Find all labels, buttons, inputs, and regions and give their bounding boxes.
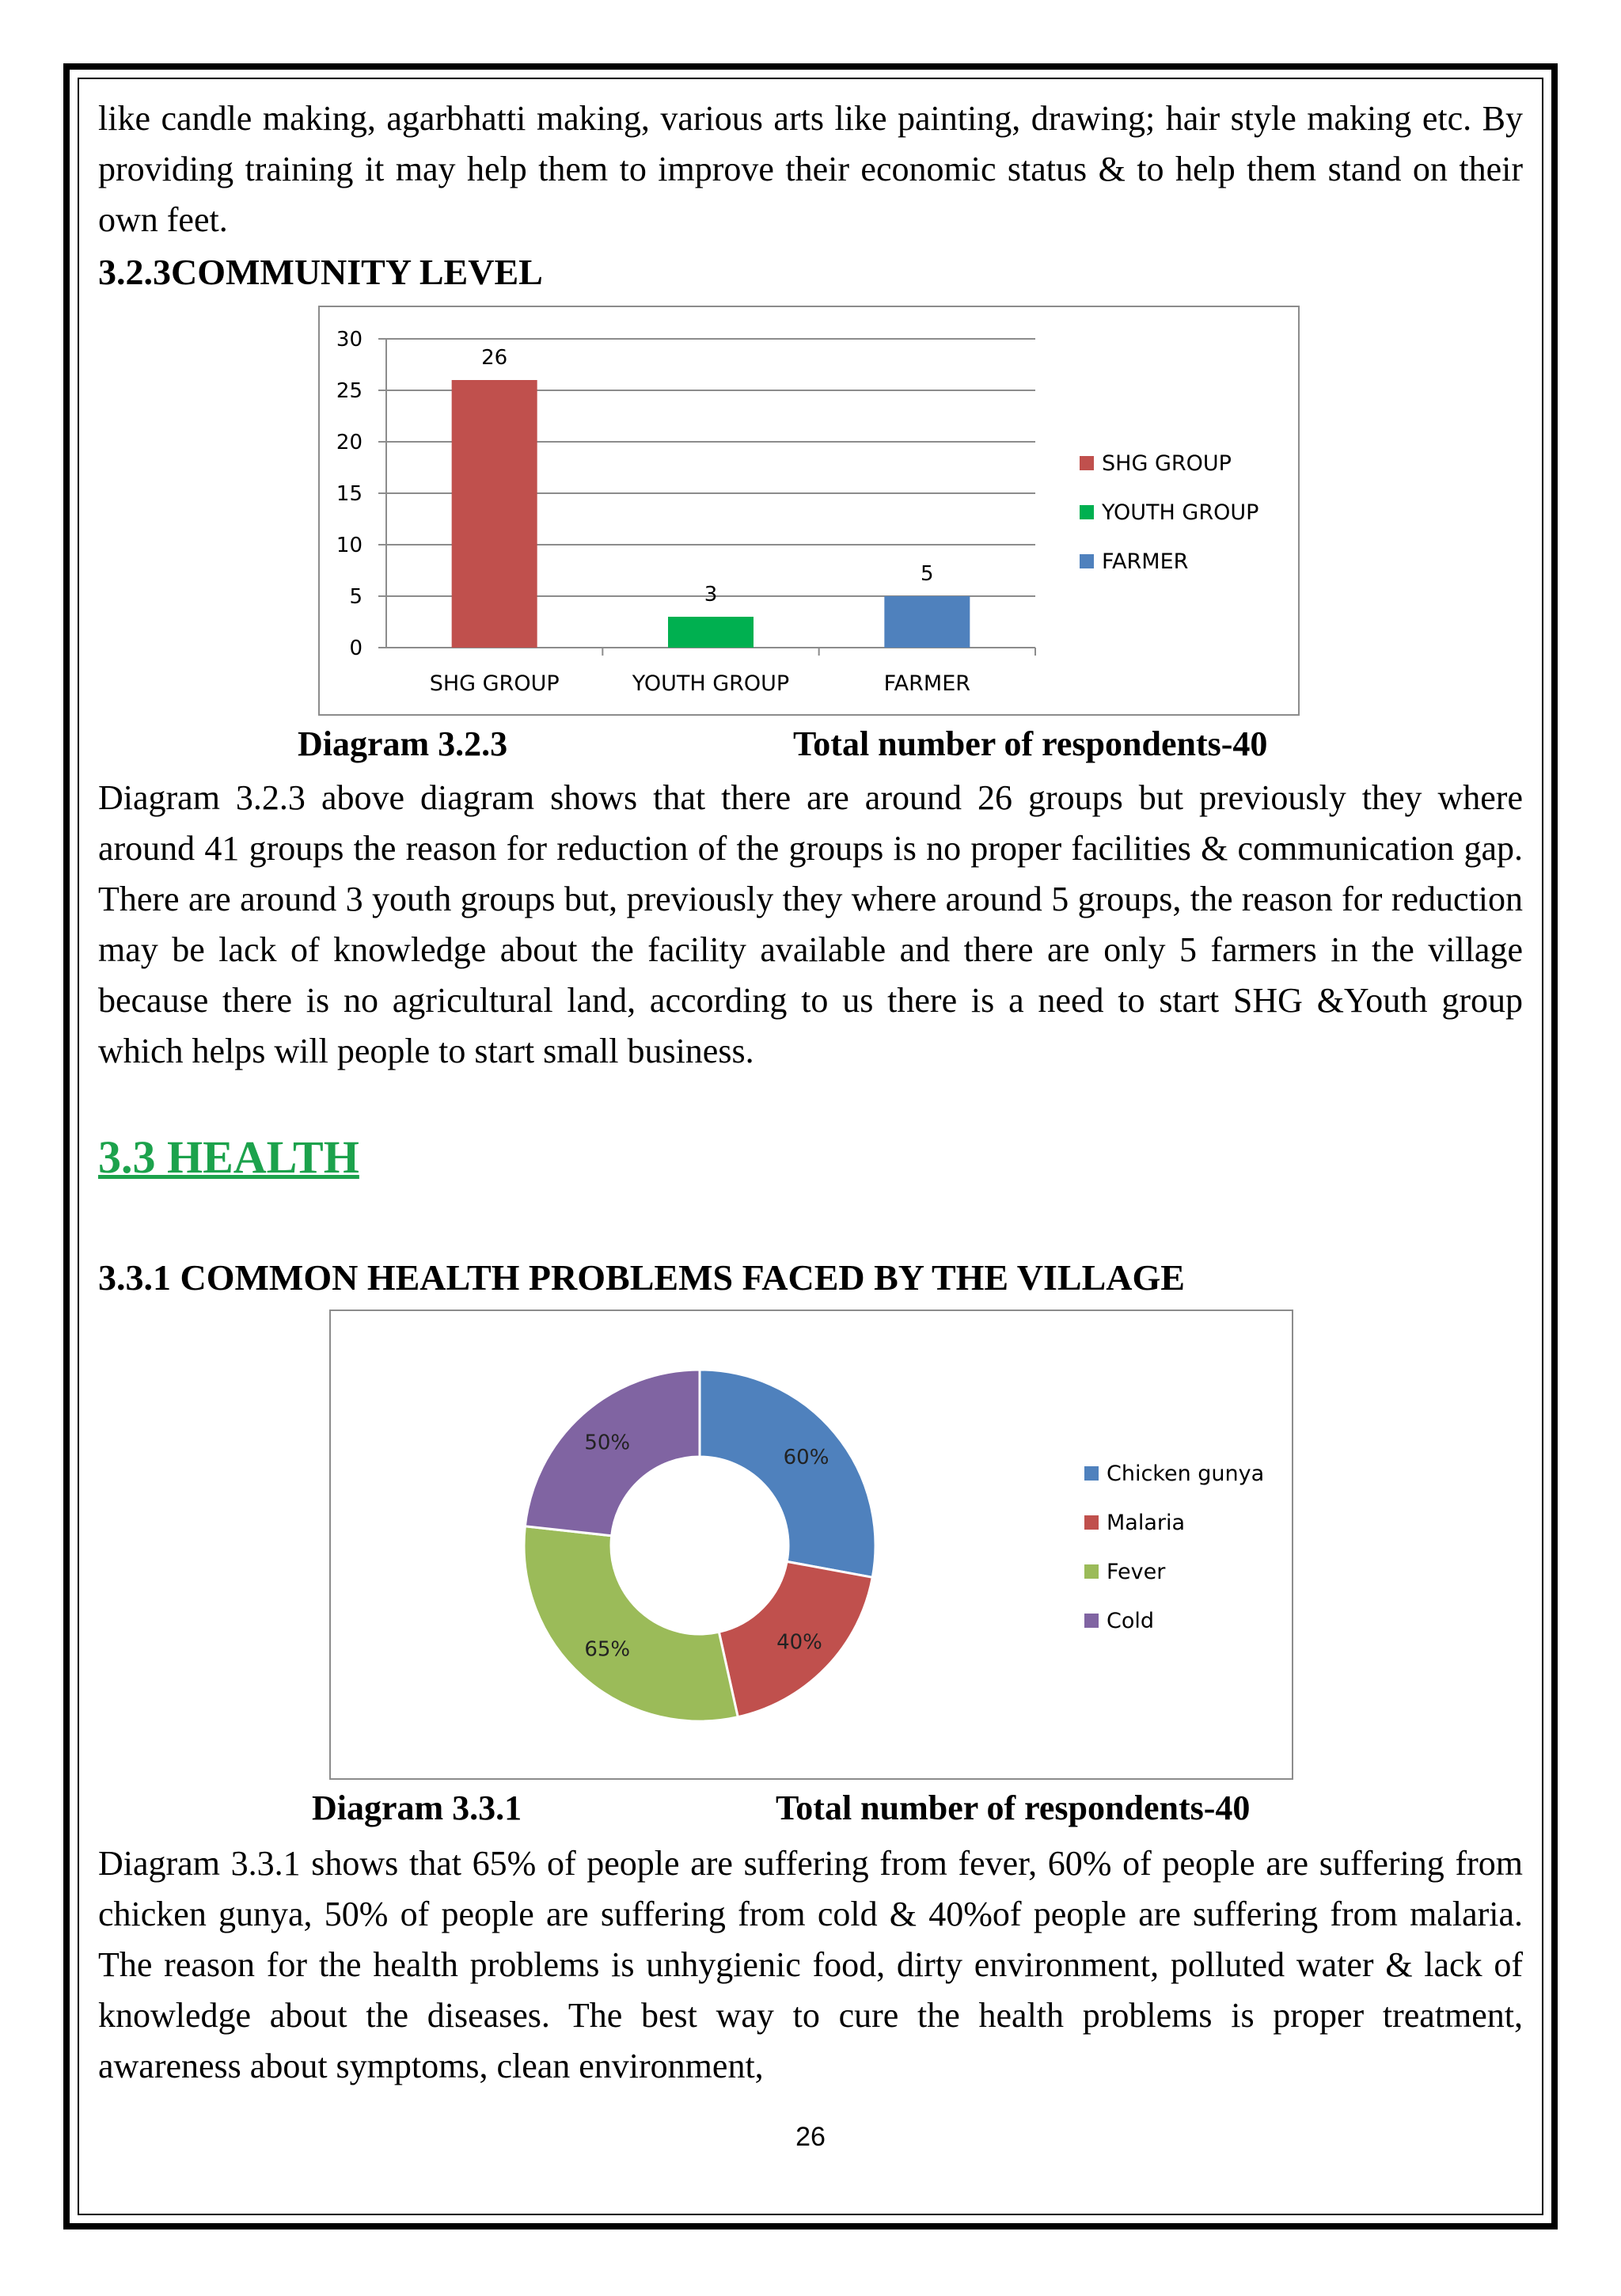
legend-swatch: [1084, 1466, 1099, 1481]
bar-caption-respondents: Total number of respondents-40: [793, 724, 1268, 763]
section-322-block: [98, 249, 1523, 296]
pie-chart-frame: [329, 1310, 1293, 1780]
section-33-block: [98, 1131, 1523, 1184]
y-tick-label: 5: [349, 585, 363, 609]
y-tick-label: 10: [336, 534, 363, 557]
pie-paragraph: Diagram 3.3.1 shows that 65% of people are suffering from fever, 60% of people are suffering from chicken gunya, 50% of people are suffering from cold & 40%of people are suffering from malaria. The reason for the health problems is unhygienic food, dirty environment, polluted water & lack of knowledge about the diseases. The best way to cure the health problems is proper treatment, awareness about symptoms, clean environment,: [98, 1844, 1523, 2085]
section-322-heading: 3.2.3COMMUNITY LEVEL: [98, 252, 543, 292]
slice-label: 40%: [776, 1630, 822, 1655]
intro-block: [98, 93, 1523, 245]
slice-chicken-gunya: [700, 1370, 875, 1577]
slice-label: 60%: [783, 1446, 829, 1470]
pie-caption-respondents: Total number of respondents-40: [776, 1789, 1251, 1827]
section-331-heading: 3.3.1 COMMON HEALTH PROBLEMS FACED BY THE VILLAGE: [98, 1257, 1185, 1298]
section-331-block: [98, 1254, 1523, 1302]
y-tick-label: 20: [336, 431, 363, 454]
bar-value-label: 5: [921, 562, 934, 586]
bar-caption-label: Diagram 3.2.3: [298, 724, 508, 763]
bar-youth-group: [668, 617, 754, 648]
bar-shg-group: [452, 380, 537, 648]
legend-label: SHG GROUP: [1102, 451, 1232, 476]
legend-label: Chicken gunya: [1107, 1462, 1265, 1486]
pie-caption-label: Diagram 3.3.1: [312, 1789, 522, 1827]
pie-paragraph-block: [98, 1838, 1523, 2092]
slice-label: 50%: [584, 1431, 631, 1455]
y-tick-label: 15: [336, 482, 363, 506]
section-33-title: 3.3 HEALTH: [98, 1131, 359, 1183]
legend-swatch: [1080, 456, 1094, 470]
slice-fever: [524, 1526, 738, 1721]
legend-label: Cold: [1107, 1609, 1155, 1633]
y-tick-label: 25: [336, 379, 363, 403]
legend-label: YOUTH GROUP: [1102, 500, 1259, 525]
legend-swatch: [1080, 505, 1094, 519]
legend-label: Malaria: [1107, 1511, 1186, 1535]
legend-swatch: [1084, 1614, 1099, 1628]
legend-swatch: [1084, 1564, 1099, 1579]
x-tick-label: SHG GROUP: [429, 671, 560, 696]
bar-farmer: [884, 596, 970, 648]
pie-chart: [331, 1311, 1292, 1778]
intro-paragraph: like candle making, agarbhatti making, various arts like painting, drawing; hair style making etc. By providing training it may help them to improve their economic status & to help them stand on their own feet.: [98, 99, 1523, 239]
y-tick-label: 0: [349, 637, 363, 660]
x-tick-label: YOUTH GROUP: [632, 671, 790, 696]
bar-value-label: 26: [481, 346, 508, 370]
slice-label: 65%: [584, 1637, 631, 1662]
bar-chart: [320, 307, 1298, 714]
y-tick-label: 30: [336, 328, 363, 352]
bar-paragraph-block: [98, 773, 1523, 1077]
bar-chart-frame: [318, 306, 1300, 716]
legend-label: Fever: [1107, 1560, 1166, 1584]
legend-swatch: [1084, 1515, 1099, 1530]
page-number: 26: [795, 2122, 826, 2152]
bar-value-label: 3: [704, 583, 718, 606]
bar-paragraph: Diagram 3.2.3 above diagram shows that there are around 26 groups but previously they where around 41 groups the reason for reduction of the groups is no proper facilities & communication gap. There are around 3 youth groups but, previously they where around 5 groups, the reason for reduction may be lack of knowledge about the facility available and there are only 5 farmers in the village because there is no agricultural land, according to us there is a need to start SHG &Youth group which helps will people to start small business.: [98, 778, 1523, 1070]
legend-swatch: [1080, 554, 1094, 568]
legend-label: FARMER: [1102, 549, 1189, 574]
x-tick-label: FARMER: [883, 671, 971, 696]
